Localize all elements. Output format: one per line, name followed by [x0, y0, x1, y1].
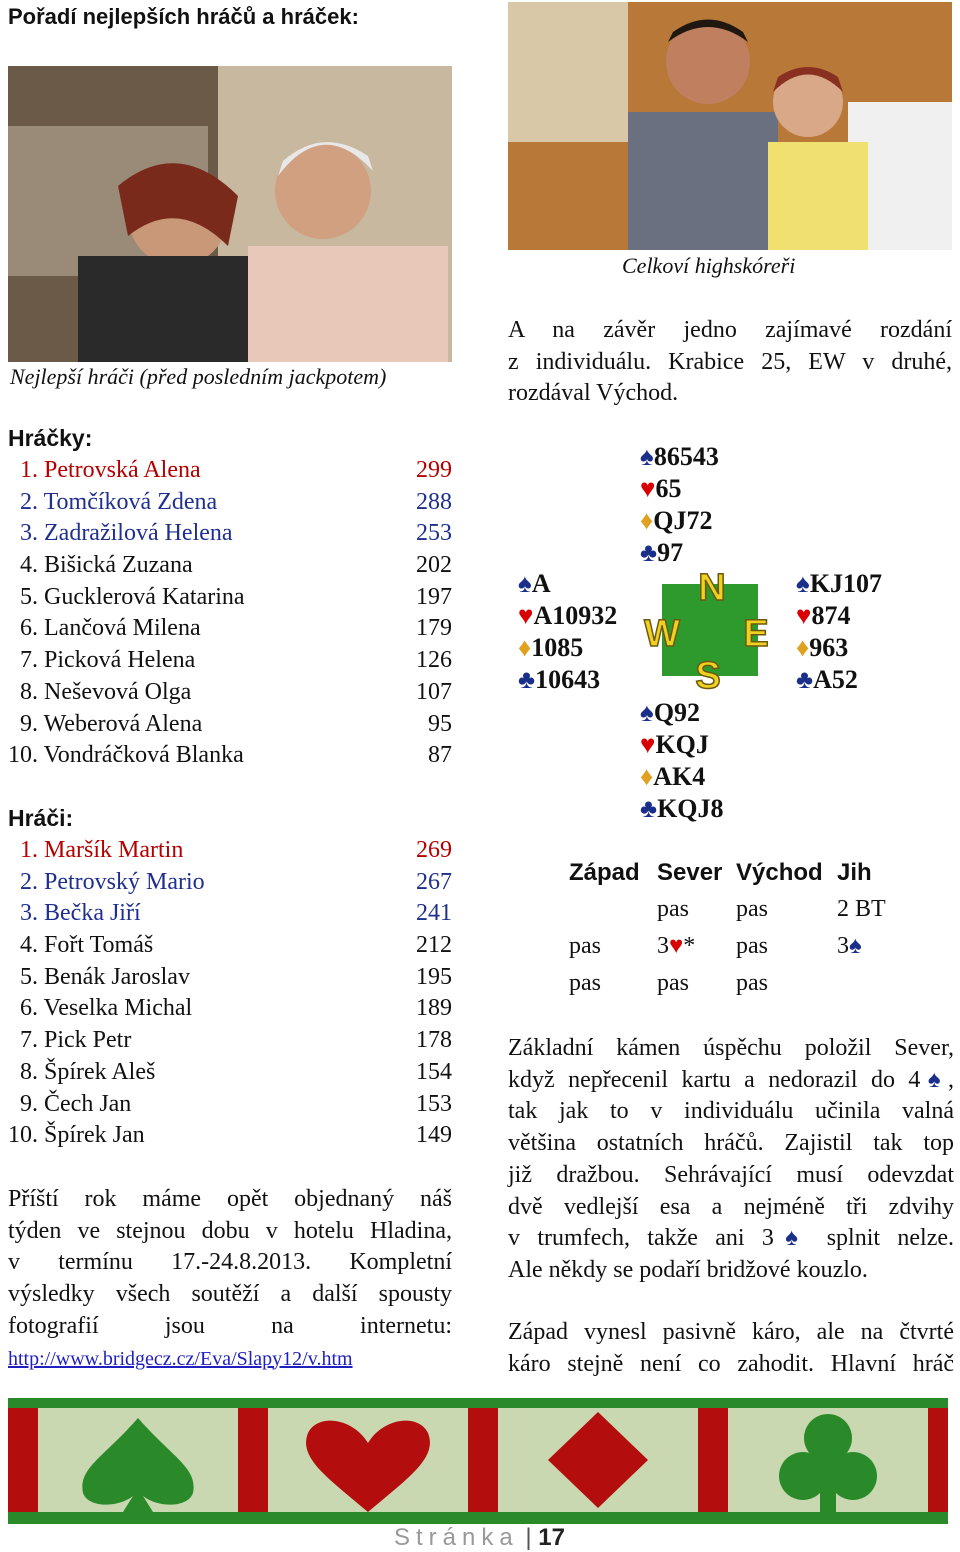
list-item: 6. Lančová Milena 179	[20, 615, 452, 642]
photo1-caption: Nejlepší hráči (před posledním jackpotem)	[10, 364, 387, 389]
footer-suits-banner	[8, 1398, 948, 1524]
list-item: 3. Zadražilová Helena 253	[20, 520, 452, 547]
men-ranking-list	[8, 835, 452, 1152]
intro-paragraph: A na závěr jedno zajímavé rozdání z individuálu. Krabice 25, EW v druhé, rozdával Východ.	[508, 317, 952, 407]
diamond-icon: ♦	[640, 762, 654, 791]
south-hand: ♠Q92 ♥KQJ ♦AK4 ♣KQJ8	[640, 698, 724, 823]
list-item: 7. Pick Petr 178	[20, 1027, 452, 1054]
analysis-paragraph: Základní kámen úspěchu položil Sever, když nepřecenil kartu a nedorazil do 4♠, tak jak to v individuálu učinila valná většina ostatních hráčů. Zajistil tak top již dražbou. Sehrávající musí odevzdat dvě vedlejší esa a nejméně tři zdvihy v trumfech, takže ani 3♠ splnit nelze. Ale někdy se podaří bridžové kouzlo.	[508, 1035, 955, 1283]
list-item: 9. Weberová Alena 95	[20, 710, 452, 737]
list-item: 8. Neševová Olga 107	[20, 678, 452, 705]
bidding-row: pas 3♥* pas 3♠	[569, 933, 862, 959]
list-item: 1. Maršík Martin 269	[20, 837, 452, 863]
list-item: 2. Petrovský Mario 267	[20, 868, 452, 895]
list-item: 9. Čech Jan 153	[20, 1090, 452, 1117]
heart-icon: ♥	[640, 730, 656, 759]
list-item: 8. Špírek Aleš 154	[20, 1058, 452, 1085]
spade-icon: ♠	[773, 1225, 810, 1252]
spade-icon: ♠	[518, 569, 532, 598]
page-label: Stránka	[394, 1524, 519, 1551]
heart-icon: ♥	[796, 601, 812, 630]
compass-w: W	[644, 613, 680, 655]
club-icon: ♣	[640, 794, 658, 823]
diamond-icon: ♦	[640, 506, 654, 535]
spade-icon: ♠	[640, 442, 654, 471]
diamond-icon: ♦	[518, 633, 532, 662]
club-icon: ♣	[796, 665, 814, 694]
list-item: 3. Bečka Jiří 241	[20, 900, 452, 927]
bidding-table	[569, 855, 909, 1002]
heart-icon: ♥	[640, 474, 656, 503]
spade-icon: ♠	[640, 698, 654, 727]
list-item: 6. Veselka Michal 189	[20, 995, 452, 1022]
results-link[interactable]: http://www.bridgecz.cz/Eva/Slapy12/v.htm	[8, 1347, 353, 1370]
bidding-row: pas pas pas	[569, 970, 768, 996]
bidding-row: pas pas 2 BT	[657, 896, 886, 922]
club-icon: ♣	[518, 665, 536, 694]
compass-table-icon	[640, 564, 780, 694]
list-item: 1. Petrovská Alena 299	[20, 457, 452, 483]
next-year-paragraph: Příští rok máme opět objednaný náš týden ve stejnou dobu v hotelu Hladina, v termínu 17.-24.8.2013. Kompletní výsledky všech soutěží a další spousty fotografií jsou na internetu: http://www.bridgecz.cz/Eva/Slapy12/v.htm	[8, 1186, 452, 1370]
photo-best-players	[8, 66, 452, 362]
heart-icon: ♥	[518, 601, 534, 630]
list-item: 10. Vondráčková Blanka 87	[8, 742, 452, 769]
spade-icon: ♠	[796, 569, 810, 598]
page-footer: Stránka | 17	[394, 1524, 565, 1551]
compass-e: E	[743, 613, 769, 655]
list-item: 4. Fořt Tomáš 212	[20, 932, 452, 959]
page-number: 17	[538, 1524, 565, 1551]
west-hand: ♠A ♥A10932 ♦1085 ♣10643	[518, 569, 618, 694]
list-item: 5. Gucklerová Katarina 197	[20, 583, 452, 610]
list-item: 10. Špírek Jan 149	[8, 1122, 452, 1149]
north-hand: ♠86543 ♥65 ♦QJ72 ♣97	[640, 442, 719, 567]
page-title: Pořadí nejlepších hráčů a hráček:	[8, 4, 359, 29]
spade-icon: ♠	[849, 933, 862, 959]
photo-highscorers	[508, 2, 952, 250]
photo2-caption: Celkoví highskóreři	[622, 253, 796, 278]
compass-s: S	[695, 655, 721, 694]
list-item: 7. Picková Helena 126	[20, 647, 452, 674]
men-heading: Hráči:	[8, 805, 74, 831]
bidding-header-row: Západ Sever Východ Jih	[569, 859, 872, 886]
heart-icon: ♥	[669, 933, 684, 959]
list-item: 5. Benák Jaroslav 195	[20, 963, 452, 990]
compass-n: N	[698, 567, 726, 609]
women-heading: Hráčky:	[8, 425, 93, 451]
women-ranking-list	[8, 455, 452, 772]
diamond-icon: ♦	[796, 633, 810, 662]
club-icon: ♣	[640, 538, 658, 567]
lead-paragraph: Západ vynesl pasivně káro, ale na čtvrté káro stejně není co zahodit. Hlavní hráč	[508, 1319, 954, 1377]
spade-icon: ♠	[920, 1066, 949, 1093]
list-item: 4. Bišická Zuzana 202	[20, 552, 452, 579]
list-item: 2. Tomčíková Zdena 288	[20, 488, 452, 515]
east-hand: ♠KJ107 ♥874 ♦963 ♣A52	[796, 569, 883, 694]
